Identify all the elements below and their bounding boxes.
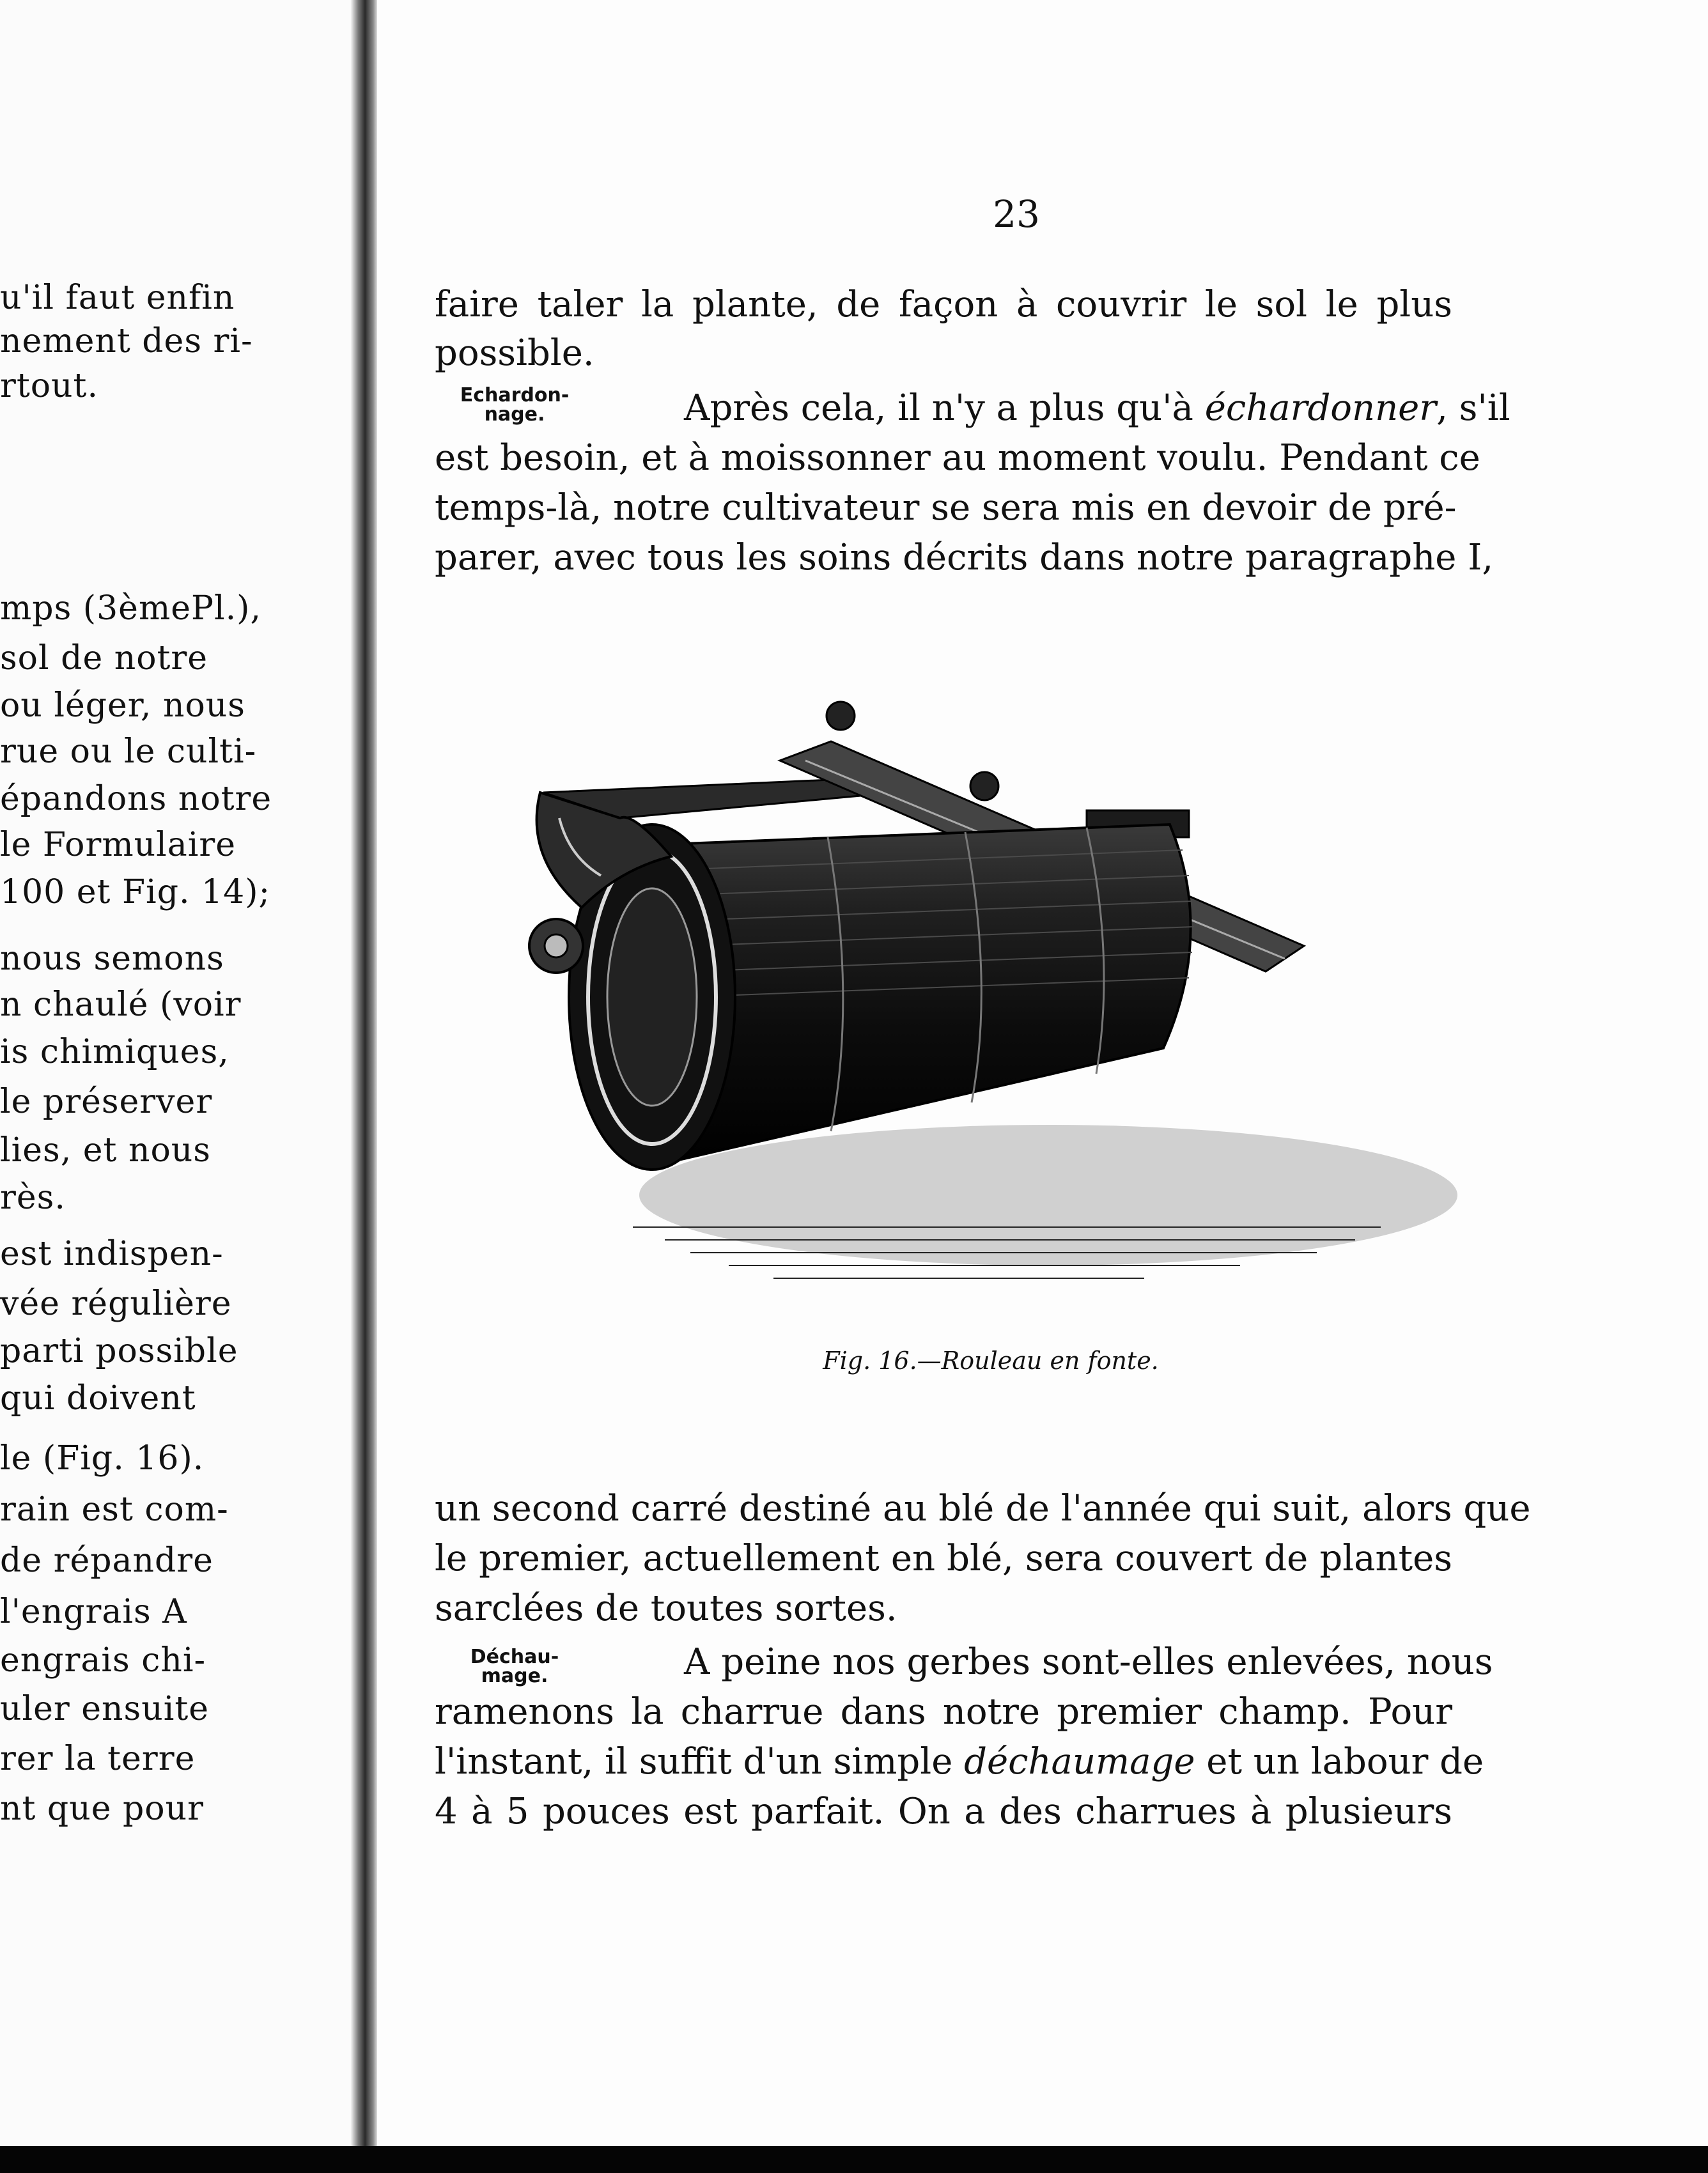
left-page-line: rtout. (0, 367, 98, 405)
left-page-line: le (Fig. 16). (0, 1439, 205, 1478)
left-page-line: épandons notre (0, 780, 272, 818)
body-line: le premier, actuellement en blé, sera couvert de plantes (435, 1538, 1452, 1579)
left-page-line: de répandre (0, 1542, 214, 1580)
left-page-line: rain est com- (0, 1490, 229, 1529)
body-line: l'instant, il suffit d'un simple déchaumage et un labour de (435, 1741, 1484, 1782)
body-line: ramenons la charrue dans notre premier champ. Pour (435, 1691, 1452, 1733)
margin-note-line: mage. (481, 1665, 548, 1687)
body-line: 4 à 5 pouces est parfait. On a des charrues à plusieurs (435, 1791, 1452, 1832)
left-page-line: l'engrais A (0, 1593, 187, 1631)
body-line: parer, avec tous les soins décrits dans notre paragraphe I, (435, 537, 1494, 578)
margin-note-dechaumage (435, 1648, 594, 1686)
roller-drum (665, 824, 1191, 1163)
left-page-line: lies, et nous (0, 1131, 211, 1170)
margin-note-line: nage. (484, 403, 545, 426)
body-line: A peine nos gerbes sont-elles enlevées, nous (684, 1641, 1493, 1683)
scan-bottom-edge (0, 2146, 1708, 2173)
margin-note-line: Déchau- (470, 1646, 559, 1668)
left-page-line: rer la terre (0, 1740, 196, 1778)
figure-caption: Fig. 16.—Rouleau en fonte. (823, 1347, 1159, 1375)
body-line: sarclées de toutes sortes. (435, 1588, 897, 1629)
hitch-fitting (827, 702, 855, 730)
left-page-line: le préserver (0, 1083, 213, 1121)
body-line: faire taler la plante, de façon à couvrir le sol le plus (435, 284, 1452, 325)
book-gutter (350, 0, 377, 2173)
body-line: possible. (435, 332, 594, 374)
left-page-line: le Formulaire (0, 826, 237, 864)
page-number: 23 (993, 192, 1040, 236)
left-page-line: mps (3èmePl.), (0, 589, 262, 628)
left-page-line: vée régulière (0, 1285, 232, 1323)
left-page (0, 0, 350, 2173)
right-page (377, 0, 1708, 2146)
left-page-line: nement des ri- (0, 322, 253, 360)
left-page-line: qui doivent (0, 1379, 196, 1418)
ground-shadow (639, 1125, 1457, 1265)
figure-rouleau-en-fonte (473, 665, 1509, 1361)
body-line: un second carré destiné au blé de l'année qui suit, alors que (435, 1488, 1531, 1529)
left-page-line: uler ensuite (0, 1690, 210, 1728)
left-page-line: engrais chi- (0, 1641, 206, 1680)
left-page-line: rue ou le culti- (0, 732, 257, 771)
body-line: temps-là, notre cultivateur se sera mis en devoir de pré- (435, 487, 1457, 529)
body-line: Après cela, il n'y a plus qu'à échardonner, s'il (684, 387, 1510, 429)
left-page-line: nous semons (0, 940, 224, 978)
left-page-line: nt que pour (0, 1790, 204, 1828)
hitch-fitting (970, 772, 998, 800)
body-line: est besoin, et à moissonner au moment voulu. Pendant ce (435, 437, 1480, 479)
margin-note-line: Echardon- (460, 384, 570, 406)
left-page-line: ou léger, nous (0, 686, 245, 725)
left-page-line: is chimiques, (0, 1033, 229, 1071)
left-page-line: est indispen- (0, 1235, 224, 1273)
left-page-line: sol de notre (0, 639, 208, 677)
left-page-line: u'il faut enfin (0, 279, 235, 317)
left-page-line: n chaulé (voir (0, 986, 242, 1024)
left-page-line: parti possible (0, 1332, 238, 1370)
cast-iron-roller-illustration (473, 665, 1509, 1361)
left-page-line: 100 et Fig. 14); (0, 873, 271, 911)
margin-note-echardonnage (435, 386, 594, 424)
left-page-line: rès. (0, 1179, 66, 1217)
